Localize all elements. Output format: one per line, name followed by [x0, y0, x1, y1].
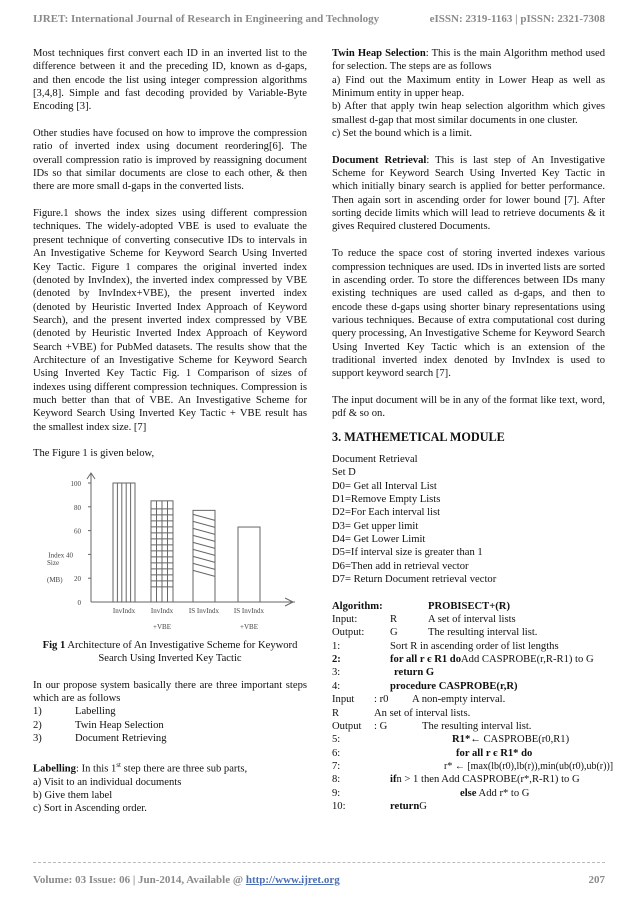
- module-line: D0= Get all Interval List: [332, 480, 437, 492]
- alg-title: [332, 600, 605, 613]
- figure-caption: [33, 639, 307, 666]
- list-item: [33, 719, 307, 732]
- alg-num: 7:: [332, 760, 341, 772]
- paragraph: To reduce the space cost of storing inverted indexes various compression techniques are used. IDs in inverted lists are sorted in ascending order. To store the differences between IDs many existing techniques are used called as d-gaps, and then to encode these d-gaps using shorter binary representations using various techniques. Because of extra computational cost during query processing, An Investigative Scheme for Keyword Search Using Inverted Key Tactic which is an extension of the traditional inverted index denoted by InvIndex is used to support keyword search [7].: [332, 248, 605, 380]
- text: : This is the main Algorithm method used for selection. The steps are as follows: [332, 48, 605, 73]
- alg-var: : G: [374, 720, 388, 732]
- list-item: b) After that apply twin heap selection algorithm which gives smallest d-gap that most similar documents in one cluster.: [332, 101, 605, 126]
- y-tick-label: 80: [74, 503, 81, 512]
- term: Labelling: [33, 763, 76, 775]
- alg-text: G: [419, 800, 427, 812]
- paragraph: Most techniques first convert each ID in an inverted list to the difference between it and the preceding ID, known as d-gaps, and then encode the list using integer compression algorithms [3,4,8]. Simple and fast decoding provided by Variable-Byte Encoding [3].: [33, 48, 307, 113]
- alg-keyword: R1*: [452, 734, 471, 746]
- y-tick-label: 0: [77, 598, 81, 607]
- alg-name: PROBISECT+(R): [428, 600, 510, 612]
- term: Document Retrieval: [332, 154, 427, 166]
- y-tick-label: 60: [74, 527, 81, 536]
- alg-keyword: return: [390, 800, 420, 812]
- module-line: D3= Get upper limit: [332, 520, 419, 532]
- module-list: [332, 453, 605, 586]
- module-line: Document Retrieval: [332, 453, 418, 465]
- caption-label: Fig 1: [42, 639, 66, 651]
- alg-row: [332, 653, 605, 666]
- alg-num: 8:: [332, 774, 341, 786]
- alg-keyword: return G: [394, 667, 435, 679]
- labelling-paragraph: [33, 759, 307, 776]
- x-tick-label: InvIndx: [112, 606, 136, 615]
- alg-row: [332, 640, 605, 653]
- alg-keyword: for all r є R1 do: [390, 654, 461, 666]
- twin-heap-paragraph: [332, 47, 605, 74]
- y-tick-label: Index 40: [48, 551, 73, 560]
- alg-num: 1:: [332, 640, 341, 652]
- module-line: D2=For Each interval list: [332, 507, 441, 519]
- alg-var: G: [390, 627, 398, 639]
- x-tick-label: +VBE: [240, 622, 258, 631]
- algorithm: [332, 600, 614, 814]
- alg-num: 10:: [332, 800, 346, 812]
- alg-text: An set of interval lists.: [374, 707, 471, 719]
- list-item: c) Sort in Ascending order.: [33, 803, 147, 815]
- paragraph: The input document will be in any of the format like text, word, pdf & so on.: [332, 394, 605, 420]
- document-retrieval-paragraph: [332, 154, 605, 234]
- alg-num: 9:: [332, 787, 341, 799]
- superscript: st: [116, 760, 121, 769]
- alg-text: n > 1 then Add CASPROBE(r*,R-R1) to G: [396, 774, 580, 786]
- alg-row: [332, 626, 605, 639]
- journal-title: IJRET: International Journal of Research in Engineering and Technology: [33, 13, 380, 25]
- x-tick-label: IS InvIndx: [188, 606, 220, 615]
- list-text: Twin Heap Selection: [75, 719, 164, 731]
- alg-text: A non-empty interval.: [412, 694, 506, 706]
- list-item: a) Visit to an individual documents: [33, 776, 182, 788]
- page-number: 207: [588, 874, 605, 886]
- list-number: 2): [33, 719, 42, 731]
- volume-info: Volume: 03 Issue: 06 | Jun-2014, Available @: [33, 874, 246, 886]
- list-item: a) Find out the Maximum entity in Lower Heap as well as Minimum entity in upper heap.: [332, 74, 605, 100]
- alg-row: [332, 720, 605, 733]
- alg-row: [332, 666, 605, 679]
- alg-label: Algorithm:: [332, 600, 383, 612]
- x-tick-label: InvIndx: [150, 606, 174, 615]
- y-axis-label: Size: [47, 558, 60, 567]
- alg-row: [332, 800, 605, 813]
- y-axis-label: (MB): [47, 575, 63, 584]
- alg-row: [332, 773, 605, 786]
- bar-chart: [33, 465, 307, 637]
- bar: [238, 527, 260, 602]
- module-line: Set D: [332, 467, 356, 479]
- figure-1: [33, 465, 307, 637]
- paragraph: Other studies have focused on how to improve the compression ratio of inverted index using document reordering[6]. The overall compression ratio is improved by reassigning document IDs so that similar documents are close to each other, & then there are more small d-gaps in the converted lists.: [33, 128, 307, 193]
- alg-row: [332, 707, 605, 720]
- alg-row: [332, 733, 605, 746]
- paragraph: In our propose system basically there are three important steps which are as follows: [33, 679, 307, 705]
- list-text: Document Retrieving: [75, 733, 167, 745]
- section-heading: 3. MATHEMETICAL MODULE: [332, 429, 505, 444]
- right-column: [332, 47, 614, 813]
- page-footer: [33, 874, 605, 886]
- alg-var: R: [390, 614, 398, 626]
- alg-num: 2:: [332, 654, 341, 666]
- alg-num: 3:: [332, 667, 341, 679]
- alg-text: Add CASPROBE(r,R-R1) to G: [461, 654, 594, 666]
- left-column: [33, 47, 307, 816]
- list-number: 3): [33, 733, 42, 745]
- x-tick-label: IS InvIndx: [233, 606, 265, 615]
- paragraph: Figure.1 shows the index sizes using different compression techniques. The widely-adopted VBE is used to evaluate the present technique of converting consecutive IDs to intervals in An Investigative Scheme for Keyword Search Using Inverted Key Tactic. Figure 1 compares the original inverted index (denoted by InvIndex), the inverted index compressed by VBE (denoted by InvIndex+VBE), the present inverted index (denoted by Heuristic Inverted Index Approach of Keyword Search), and the present inverted index compressed by VBE (denoted by Heuristic Inverted Index Approach of Keyword Search +VBE) for PubMed datasets. The results show that the Architecture of an Investigative Scheme for Keyword Search Using Inverted Key Tactic Fig. 1 Comparison of sizes of indexes using different compression techniques. Compression is much better than that of VBE. An Investigative Scheme for Keyword Search Using Inverted Key Tactic + VBE result has the smallest index size. [7]: [33, 208, 307, 433]
- module-line: D4= Get Lower Limit: [332, 534, 426, 546]
- text: : In this 1: [75, 763, 117, 775]
- alg-keyword: for all r є R1* do: [456, 747, 533, 759]
- steps-list: [33, 705, 307, 745]
- alg-row: [332, 680, 605, 693]
- module-line: D7= Return Document retrieval vector: [332, 574, 497, 586]
- bar: [113, 483, 135, 602]
- alg-keyword: else: [460, 787, 477, 799]
- alg-num: Output:: [332, 627, 365, 639]
- list-item: b) Give them label: [33, 789, 113, 801]
- footer-divider: [33, 862, 605, 863]
- alg-keyword: procedure CASPROBE(r,R): [390, 680, 518, 692]
- page-header: [33, 13, 605, 25]
- alg-row: [332, 760, 614, 773]
- alg-row: [332, 693, 605, 706]
- y-tick-label: 20: [74, 574, 81, 583]
- x-tick-label: +VBE: [153, 622, 171, 631]
- alg-var: : r0: [374, 694, 389, 706]
- alg-text: A set of interval lists: [428, 614, 516, 626]
- journal-link[interactable]: http://www.ijret.org: [245, 874, 340, 886]
- alg-num: Input:: [332, 614, 358, 626]
- alg-keyword: if: [390, 774, 397, 786]
- alg-row: [332, 787, 605, 800]
- list-text: Labelling: [75, 706, 116, 718]
- alg-num: 4:: [332, 680, 341, 692]
- alg-text: r* ← [max(lb(r0),lb(r)),min(ub(r0),ub(r))]: [444, 760, 614, 772]
- module-line: D1=Remove Empty Lists: [332, 494, 441, 505]
- paragraph: The Figure 1 is given below,: [33, 448, 155, 460]
- module-line: D6=Then add in retrieval vector: [332, 560, 469, 572]
- alg-num: Output: [332, 720, 362, 732]
- alg-text: Add r* to G: [476, 787, 530, 799]
- alg-text: The resulting interval list.: [428, 627, 538, 639]
- alg-num: R: [332, 707, 340, 719]
- term: Twin Heap Selection: [332, 48, 426, 59]
- alg-num: Input: [332, 694, 355, 706]
- alg-text: ← CASPROBE(r0,R1): [470, 734, 570, 746]
- alg-row: [332, 747, 605, 760]
- issn: eISSN: 2319-1163 | pISSN: 2321-7308: [429, 13, 605, 25]
- list-item: c) Set the bound which is a limit.: [332, 128, 473, 140]
- alg-text: The resulting interval list.: [422, 720, 532, 732]
- list-item: [33, 705, 307, 718]
- alg-num: 6:: [332, 747, 341, 759]
- alg-row: [332, 613, 605, 626]
- alg-num: 5:: [332, 734, 341, 746]
- text: : This is last step of An Investigative Scheme for Keyword Search Using Inverted Key Tactic in which initially binary search is applied for better performance. Then again sort in ascending order for lower bound [7]. After sorting decide limits which will lead to retrieve documents & it gives Required clustered Documents.: [332, 154, 605, 233]
- footer-info: [33, 874, 340, 886]
- text: step there are three sub parts,: [120, 763, 248, 775]
- list-item: [33, 732, 307, 745]
- alg-text: Sort R in ascending order of list lengths: [390, 640, 559, 652]
- caption-text: Architecture of An Investigative Scheme for Keyword Search Using Inverted Key Tactic: [65, 639, 298, 664]
- y-tick-label: 100: [70, 479, 81, 488]
- module-line: D5=If interval size is greater than 1: [332, 547, 483, 559]
- list-number: 1): [33, 706, 42, 718]
